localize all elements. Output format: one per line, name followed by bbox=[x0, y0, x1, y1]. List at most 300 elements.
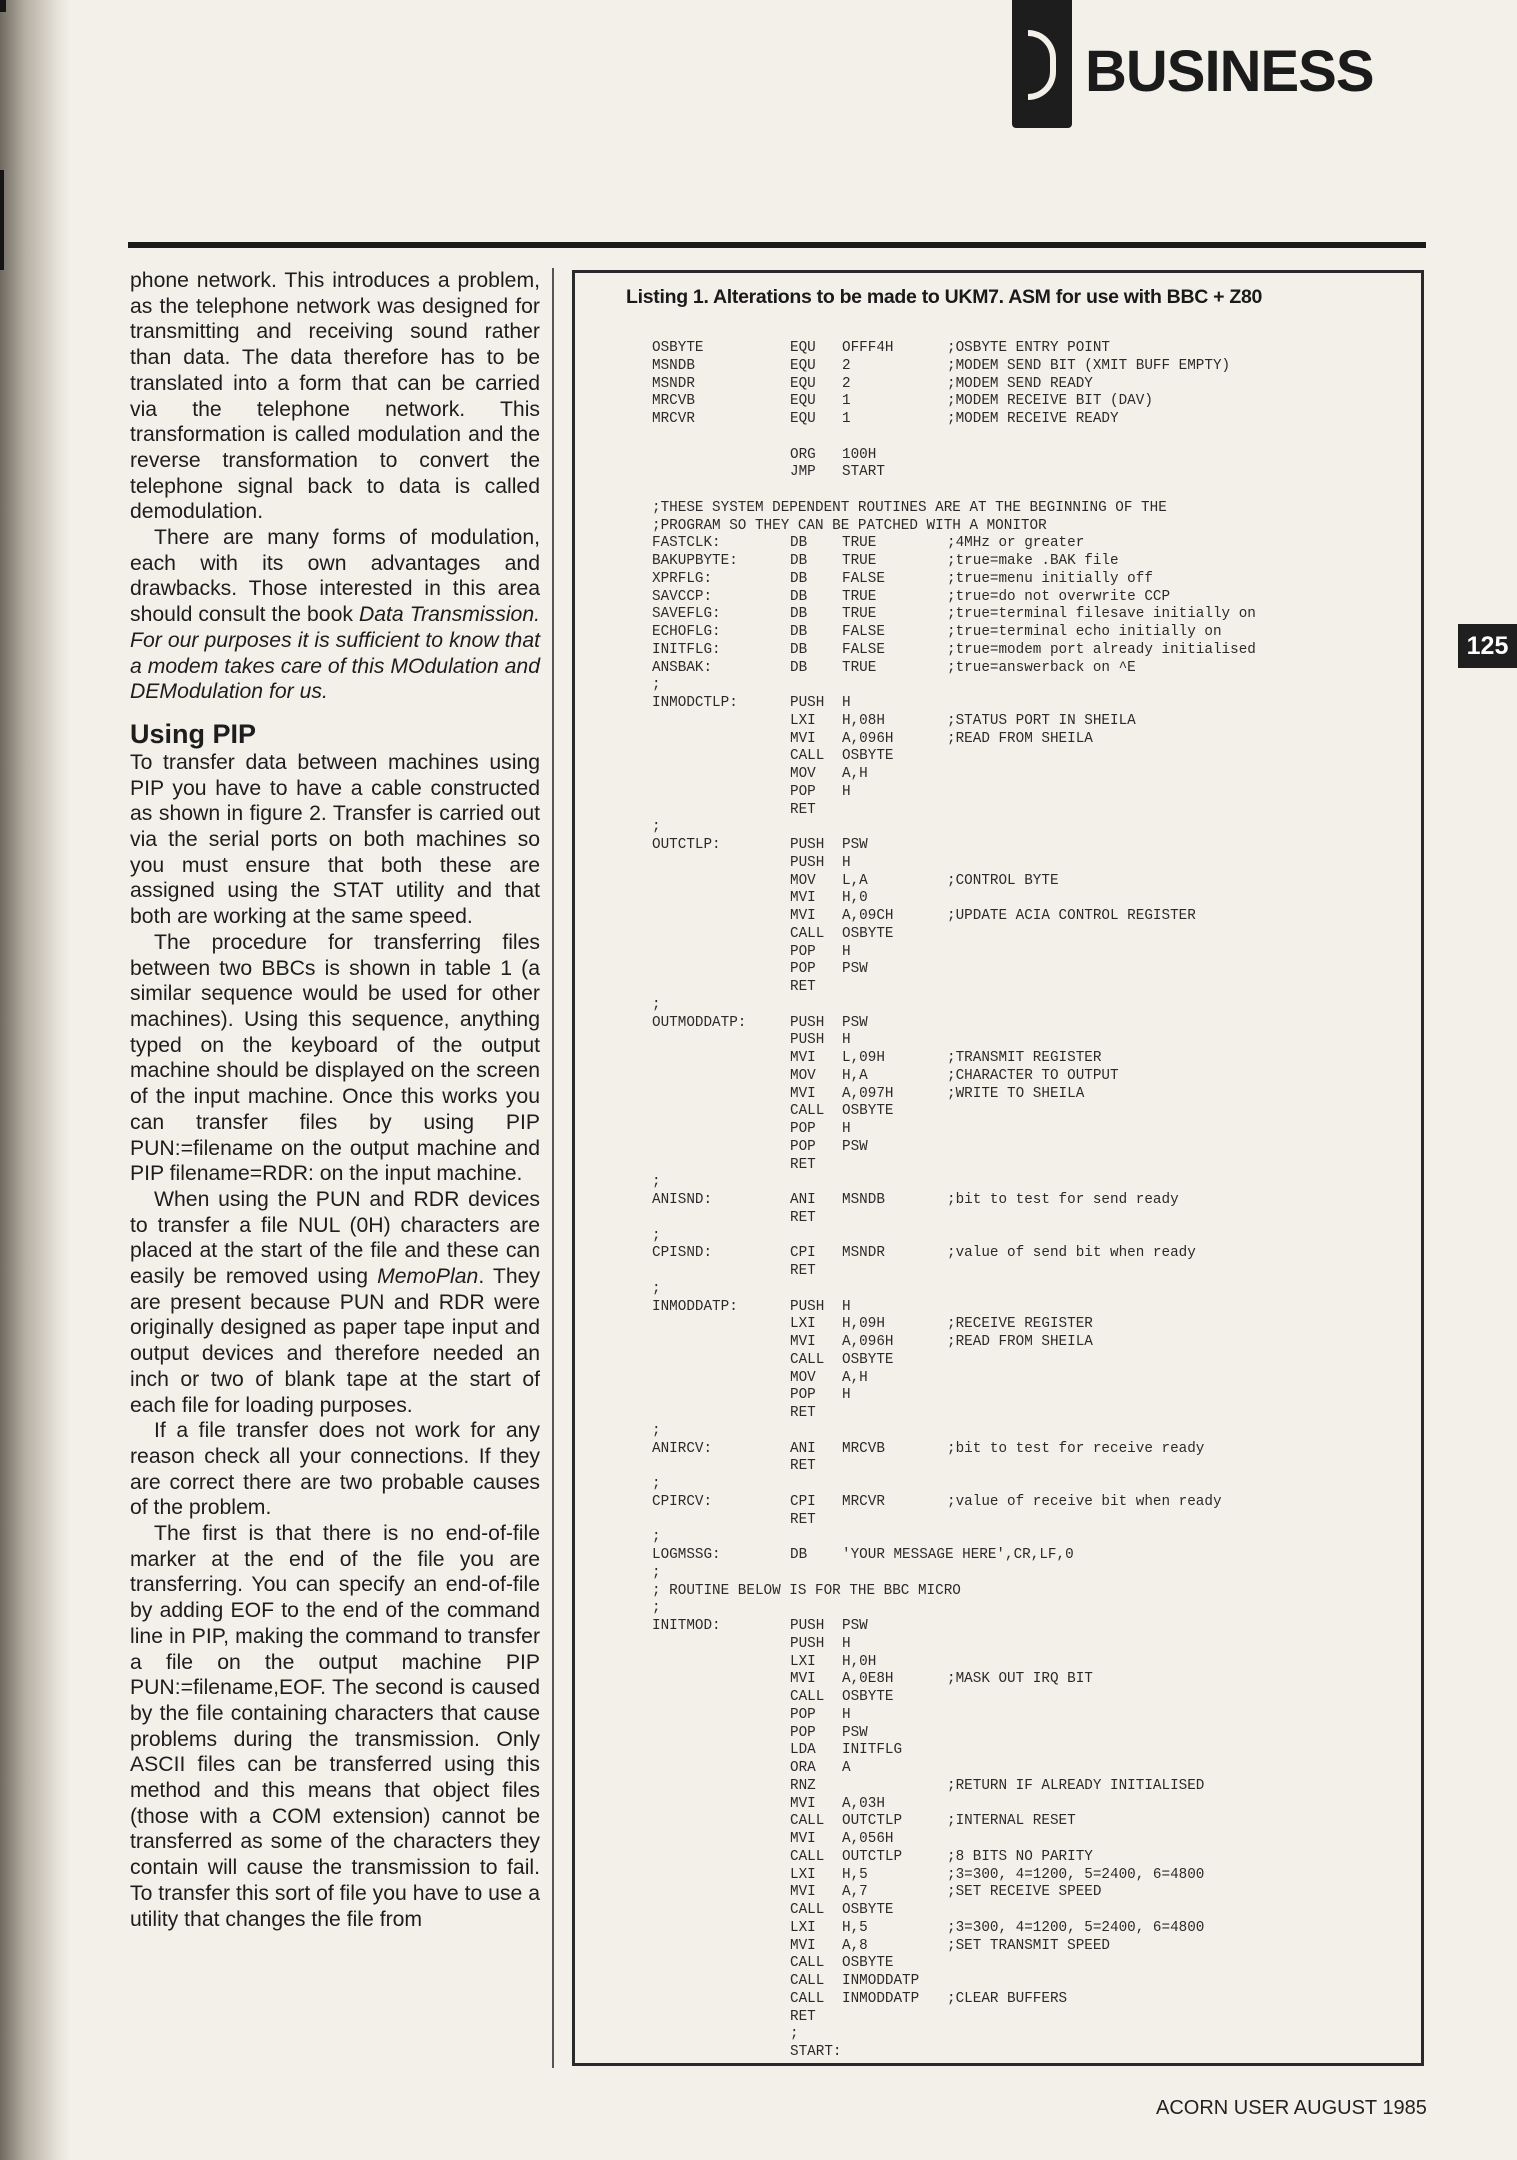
code-field: ;OSBYTE ENTRY POINT bbox=[947, 340, 1111, 356]
code-field: ; bbox=[652, 677, 661, 694]
code-field: ; bbox=[652, 819, 661, 836]
code-line bbox=[652, 1778, 1392, 1796]
code-line bbox=[652, 1157, 1392, 1175]
code-field: PSW bbox=[842, 1724, 868, 1741]
code-field: PUSH bbox=[790, 1014, 825, 1031]
code-field: ; bbox=[790, 2026, 799, 2043]
code-field: EQU bbox=[790, 375, 816, 392]
code-field: PSW bbox=[842, 1014, 868, 1031]
code-field: TRUE bbox=[842, 588, 877, 605]
code-field: H,5 bbox=[842, 1919, 868, 1936]
code-field: A,0E8H bbox=[842, 1671, 894, 1688]
code-field: MVI bbox=[790, 1884, 816, 1901]
code-field: ;RETURN IF ALREADY INITIALISED bbox=[947, 1777, 1205, 1794]
paragraph: To transfer data between machines using PIP you have to have a cable constructed as shown in figure 2. Transfer is carried out via the serial ports on both machines so you must ensure that both these are assigned using the STAT utility and that both are working at the same speed. bbox=[130, 750, 540, 929]
code-field: TRUE bbox=[842, 659, 877, 676]
code-field: PUSH bbox=[790, 1032, 825, 1049]
code-line bbox=[652, 1441, 1392, 1459]
code-field: ;READ FROM SHEILA bbox=[947, 1334, 1093, 1350]
code-line bbox=[652, 1050, 1392, 1068]
code-line bbox=[652, 819, 1392, 837]
code-field: EQU bbox=[790, 340, 816, 356]
footer: ACORN USER AUGUST 1985 bbox=[1156, 2097, 1427, 2119]
code-line bbox=[652, 660, 1392, 678]
code-line bbox=[652, 429, 1392, 447]
code-field: ; bbox=[652, 1600, 661, 1617]
code-field: PSW bbox=[842, 961, 868, 978]
code-field: H bbox=[842, 1387, 851, 1404]
code-field: H bbox=[842, 1032, 851, 1049]
code-field: CALL bbox=[790, 1813, 825, 1830]
paragraph: When using the PUN and RDR devices to transfer a file NUL (0H) characters are placed at the start of the file and these can easily be removed using MemoPlan. They are present because PUN and RDR were originally designed as paper tape input and output devices and therefore needed an inch or two of blank tape at the start of each file for loading purposes. bbox=[130, 1187, 541, 1417]
code-field: RET bbox=[790, 801, 816, 818]
code-field: START bbox=[842, 464, 885, 481]
code-field: ; bbox=[652, 1174, 661, 1191]
code-field: POP bbox=[790, 943, 816, 960]
code-line bbox=[652, 411, 1392, 429]
code-field: RET bbox=[790, 979, 816, 995]
code-field: TRUE bbox=[842, 535, 877, 552]
code-field: MVI bbox=[790, 890, 816, 907]
code-field: MOV bbox=[790, 872, 816, 889]
code-field: A,056H bbox=[842, 1831, 894, 1847]
code-line bbox=[652, 1938, 1392, 1956]
code-field: 2 bbox=[842, 375, 851, 392]
code-field: OSBYTE bbox=[842, 1689, 894, 1705]
code-line bbox=[652, 518, 1392, 536]
code-field: INMODDATP: bbox=[652, 1298, 738, 1315]
code-field: CALL bbox=[790, 1103, 825, 1120]
code-line bbox=[652, 589, 1392, 607]
code-line bbox=[652, 1991, 1392, 2009]
code-line bbox=[652, 1458, 1392, 1476]
code-field: 1 bbox=[842, 393, 851, 410]
code-field: OSBYTE bbox=[842, 748, 894, 765]
code-field: POP bbox=[790, 1138, 816, 1155]
code-field: H bbox=[842, 1298, 851, 1315]
code-field: PSW bbox=[842, 1138, 868, 1155]
code-field: CALL bbox=[790, 1351, 825, 1368]
code-field: OUTCTLP bbox=[842, 1813, 903, 1830]
code-field: MVI bbox=[790, 1937, 816, 1954]
code-line bbox=[652, 1352, 1392, 1370]
code-field: POP bbox=[790, 961, 816, 978]
code-line bbox=[652, 1103, 1392, 1121]
code-field: OFFF4H bbox=[842, 340, 894, 356]
code-line bbox=[652, 1849, 1392, 1867]
code-field: H bbox=[842, 783, 851, 800]
code-field: ;MASK OUT IRQ BIT bbox=[947, 1671, 1093, 1688]
code-field: MVI bbox=[790, 1795, 816, 1812]
code-field: 2 bbox=[842, 357, 851, 374]
code-field: DB bbox=[790, 535, 808, 552]
code-field: ; bbox=[652, 1227, 661, 1244]
code-field: RET bbox=[790, 1263, 816, 1279]
code-field: ;true=do not overwrite CCP bbox=[947, 588, 1171, 605]
code-field: OUTCTLP bbox=[842, 1848, 903, 1865]
top-rule bbox=[128, 242, 1426, 248]
code-field: MSNDB bbox=[652, 357, 695, 374]
code-line bbox=[652, 1583, 1392, 1601]
telephone-handset-icon bbox=[1012, 0, 1072, 128]
code-line bbox=[652, 1405, 1392, 1423]
code-field: A,8 bbox=[842, 1937, 868, 1954]
code-field: LXI bbox=[790, 712, 816, 729]
code-field: LXI bbox=[790, 1653, 816, 1670]
code-field: ; ROUTINE BELOW IS FOR THE BBC MICRO bbox=[652, 1582, 961, 1599]
code-field: ;STATUS PORT IN SHEILA bbox=[947, 712, 1136, 729]
code-field: PUSH bbox=[790, 1635, 825, 1652]
code-field: LXI bbox=[790, 1919, 816, 1936]
code-field: ;true=make .BAK file bbox=[947, 553, 1119, 569]
code-field: MVI bbox=[790, 1085, 816, 1102]
section-title: BUSINESS bbox=[1085, 39, 1374, 104]
code-line bbox=[652, 1725, 1392, 1743]
code-field: ;INTERNAL RESET bbox=[947, 1813, 1076, 1830]
code-field: 100H bbox=[842, 446, 877, 463]
code-line bbox=[652, 1920, 1392, 1938]
code-line bbox=[652, 961, 1392, 979]
code-line bbox=[652, 1671, 1392, 1689]
code-line bbox=[652, 1139, 1392, 1157]
code-field: A,7 bbox=[842, 1884, 868, 1901]
code-field: MVI bbox=[790, 730, 816, 747]
code-field: MOV bbox=[790, 1067, 816, 1084]
code-line bbox=[652, 1955, 1392, 1973]
code-line bbox=[652, 731, 1392, 749]
code-field: LDA bbox=[790, 1742, 816, 1759]
code-line bbox=[652, 713, 1392, 731]
code-line bbox=[652, 1867, 1392, 1885]
code-field: ;bit to test for receive ready bbox=[947, 1440, 1205, 1457]
code-field: CALL bbox=[790, 1902, 825, 1918]
book-spine bbox=[0, 0, 70, 2160]
code-line bbox=[652, 376, 1392, 394]
code-field: ;value of receive bit when ready bbox=[947, 1493, 1222, 1510]
code-field: DB bbox=[790, 641, 808, 658]
code-line bbox=[652, 1884, 1392, 1902]
code-line bbox=[652, 855, 1392, 873]
code-field: CALL bbox=[790, 925, 825, 942]
code-field: INITMOD: bbox=[652, 1618, 721, 1634]
book-title: Data bbox=[358, 603, 404, 627]
code-field: H bbox=[842, 1706, 851, 1723]
code-field: H bbox=[842, 1121, 851, 1137]
code-field: ;UPDATE ACIA CONTROL REGISTER bbox=[947, 908, 1196, 924]
code-field: ;3=300, 4=1200, 5=2400, 6=4800 bbox=[947, 1866, 1205, 1883]
code-field: POP bbox=[790, 1121, 816, 1137]
code-field: CALL bbox=[790, 1990, 825, 2007]
code-line bbox=[652, 784, 1392, 802]
code-listing bbox=[652, 340, 1392, 2062]
code-line bbox=[652, 1316, 1392, 1334]
code-field: ;THESE SYSTEM DEPENDENT ROUTINES ARE AT THE BEGINNING OF THE bbox=[652, 499, 1167, 516]
code-line bbox=[652, 748, 1392, 766]
code-field: A,H bbox=[842, 1369, 868, 1386]
code-field: CPISND: bbox=[652, 1245, 713, 1262]
code-field: ANI bbox=[790, 1192, 816, 1208]
code-field: ANI bbox=[790, 1440, 816, 1457]
code-field: ;MODEM RECEIVE BIT (DAV) bbox=[947, 393, 1153, 410]
code-field: A,03H bbox=[842, 1795, 885, 1812]
paragraph: There are many forms of modulation, each with its own advantages and drawbacks. Those interested in this area should consult the book Data Transmission. For our purposes it is sufficient to know that a modem takes care of this MOdulation and DEModulation for us. bbox=[130, 526, 541, 704]
code-field: H,0H bbox=[842, 1653, 877, 1670]
code-line bbox=[652, 1281, 1392, 1299]
code-field: JMP bbox=[790, 464, 816, 481]
code-field: A bbox=[842, 1760, 851, 1776]
code-line bbox=[652, 1476, 1392, 1494]
code-field: MSNDB bbox=[842, 1192, 885, 1208]
code-field: MRCVR bbox=[842, 1493, 885, 1510]
code-line bbox=[652, 1636, 1392, 1654]
code-field: OSBYTE bbox=[842, 925, 894, 942]
code-line bbox=[652, 393, 1392, 411]
code-field: H,0 bbox=[842, 890, 868, 907]
code-line bbox=[652, 624, 1392, 642]
code-line bbox=[652, 1370, 1392, 1388]
code-line bbox=[652, 1263, 1392, 1281]
code-line bbox=[652, 837, 1392, 855]
code-line bbox=[652, 1334, 1392, 1352]
code-field: OUTCTLP: bbox=[652, 837, 721, 853]
code-field: ;true=terminal filesave initially on bbox=[947, 606, 1256, 623]
code-line bbox=[652, 944, 1392, 962]
code-field: TRUE bbox=[842, 606, 877, 623]
code-field: ;true=answerback on ^E bbox=[947, 659, 1136, 676]
paragraph: The procedure for transferring files between two BBCs is shown in table 1 (a similar sequence would be used for other machines). Using this sequence, anything typed on the keyboard of the output machine should be displayed on the screen of the input machine. Once this works you can transfer files by using PIP PUN:=filename on the output machine and PIP filename=RDR: on the input machine. bbox=[130, 930, 540, 1186]
code-line bbox=[652, 1618, 1392, 1636]
code-line bbox=[652, 1973, 1392, 1991]
code-line bbox=[652, 1565, 1392, 1583]
code-field: A,096H bbox=[842, 1334, 894, 1350]
code-field: CALL bbox=[790, 748, 825, 765]
code-field: ANSBAK: bbox=[652, 659, 713, 676]
code-field: ECHOFLG: bbox=[652, 624, 721, 640]
code-field: POP bbox=[790, 783, 816, 800]
code-line bbox=[652, 464, 1392, 482]
code-field: ;true=menu initially off bbox=[947, 570, 1153, 587]
code-line bbox=[652, 1032, 1392, 1050]
code-field: RET bbox=[790, 1405, 816, 1421]
code-field: ;WRITE TO SHEILA bbox=[947, 1085, 1085, 1102]
code-field: OSBYTE bbox=[842, 1955, 894, 1972]
code-line bbox=[652, 1387, 1392, 1405]
code-field: ;CLEAR BUFFERS bbox=[947, 1990, 1068, 2007]
code-line bbox=[652, 2044, 1392, 2062]
code-field: A,09CH bbox=[842, 908, 894, 924]
code-line bbox=[652, 1547, 1392, 1565]
spine-mark-top bbox=[0, 0, 6, 12]
paragraph: phone network. This introduces a problem, as the telephone network was designed for transmitting and receiving sound rather than data. The data therefore has to be translated into a form that can be carried via the telephone network. This transformation is called modulation and the reverse transformation to convert the telephone signal back to data is called demodulation. bbox=[130, 269, 540, 524]
code-field: ;value of send bit when ready bbox=[947, 1245, 1196, 1262]
code-field: LXI bbox=[790, 1866, 816, 1883]
code-field: ; bbox=[652, 1529, 661, 1546]
code-line bbox=[652, 500, 1392, 518]
code-line bbox=[652, 1210, 1392, 1228]
code-field: LXI bbox=[790, 1316, 816, 1333]
code-field: A,097H bbox=[842, 1085, 894, 1102]
code-field: MSNDR bbox=[842, 1245, 885, 1262]
code-field: DB bbox=[790, 1547, 808, 1563]
code-field: DB bbox=[790, 606, 808, 623]
code-field: CPI bbox=[790, 1493, 816, 1510]
code-field: ;MODEM SEND READY bbox=[947, 375, 1093, 392]
code-field: EQU bbox=[790, 357, 816, 374]
code-line bbox=[652, 1689, 1392, 1707]
code-field: ;CHARACTER TO OUTPUT bbox=[947, 1067, 1119, 1084]
code-line bbox=[652, 802, 1392, 820]
code-field: EQU bbox=[790, 411, 816, 427]
code-field: SAVCCP: bbox=[652, 588, 713, 605]
code-field: START: bbox=[790, 2044, 842, 2060]
code-line bbox=[652, 1192, 1392, 1210]
code-field: ;SET RECEIVE SPEED bbox=[947, 1884, 1102, 1901]
article-body bbox=[130, 268, 540, 1932]
code-line bbox=[652, 1015, 1392, 1033]
code-line bbox=[652, 926, 1392, 944]
code-field: MVI bbox=[790, 1671, 816, 1688]
code-field: INMODCTLP: bbox=[652, 695, 738, 711]
code-field: H bbox=[842, 854, 851, 871]
code-field: H bbox=[842, 943, 851, 960]
code-line bbox=[652, 1174, 1392, 1192]
code-field: CALL bbox=[790, 1955, 825, 1972]
code-field: ;RECEIVE REGISTER bbox=[947, 1316, 1093, 1333]
code-line bbox=[652, 571, 1392, 589]
code-line bbox=[652, 553, 1392, 571]
code-line bbox=[652, 447, 1392, 465]
code-field: A,H bbox=[842, 766, 868, 782]
code-field: ; bbox=[652, 1422, 661, 1439]
code-field: CPI bbox=[790, 1245, 816, 1262]
code-line bbox=[652, 482, 1392, 500]
code-field: H bbox=[842, 1635, 851, 1652]
code-line bbox=[652, 1121, 1392, 1139]
code-field: ;3=300, 4=1200, 5=2400, 6=4800 bbox=[947, 1919, 1205, 1936]
code-field: TRUE bbox=[842, 553, 877, 569]
code-field: MVI bbox=[790, 908, 816, 924]
code-field: 'YOUR MESSAGE HERE',CR,LF,0 bbox=[842, 1547, 1074, 1563]
code-line bbox=[652, 1494, 1392, 1512]
code-field: FASTCLK: bbox=[652, 535, 721, 552]
code-line bbox=[652, 1902, 1392, 1920]
code-field: MVI bbox=[790, 1334, 816, 1350]
code-field: BAKUPBYTE: bbox=[652, 553, 738, 569]
code-line bbox=[652, 1760, 1392, 1778]
code-field: PUSH bbox=[790, 854, 825, 871]
code-line bbox=[652, 340, 1392, 358]
code-field: MOV bbox=[790, 766, 816, 782]
code-field: MSNDR bbox=[652, 375, 695, 392]
code-field: CPIRCV: bbox=[652, 1493, 713, 1510]
code-field: ; bbox=[652, 996, 661, 1013]
listing-title: Listing 1. Alterations to be made to UKM7. ASM for use with BBC + Z80 bbox=[626, 286, 1263, 308]
code-line bbox=[652, 606, 1392, 624]
code-line bbox=[652, 1529, 1392, 1547]
code-field: CALL bbox=[790, 1848, 825, 1865]
code-field: PUSH bbox=[790, 695, 825, 711]
code-line bbox=[652, 1423, 1392, 1441]
code-line bbox=[652, 908, 1392, 926]
code-field: POP bbox=[790, 1706, 816, 1723]
code-line bbox=[652, 677, 1392, 695]
code-field: L,A bbox=[842, 872, 868, 889]
code-field: ; bbox=[652, 1476, 661, 1492]
code-field: ;TRANSMIT REGISTER bbox=[947, 1050, 1102, 1066]
page-number-tab: 125 bbox=[1458, 624, 1517, 668]
code-field: XPRFLG: bbox=[652, 570, 713, 587]
code-field: MVI bbox=[790, 1831, 816, 1847]
code-line bbox=[652, 1245, 1392, 1263]
code-line bbox=[652, 2009, 1392, 2027]
code-field: H,A bbox=[842, 1067, 868, 1084]
code-field: EQU bbox=[790, 393, 816, 410]
code-field: OSBYTE bbox=[652, 340, 704, 356]
code-field: H,09H bbox=[842, 1316, 885, 1333]
code-field: ; bbox=[652, 1280, 661, 1297]
code-field: FALSE bbox=[842, 641, 885, 658]
code-field: ;CONTROL BYTE bbox=[947, 872, 1059, 889]
code-line bbox=[652, 1654, 1392, 1672]
code-field: RNZ bbox=[790, 1777, 816, 1794]
code-field: OUTMODDATP: bbox=[652, 1014, 747, 1031]
code-line bbox=[652, 1086, 1392, 1104]
code-field: DB bbox=[790, 659, 808, 676]
code-field: PSW bbox=[842, 837, 868, 853]
code-field: DB bbox=[790, 624, 808, 640]
code-field: ;PROGRAM SO THEY CAN BE PATCHED WITH A MONITOR bbox=[652, 517, 1047, 534]
code-field: OSBYTE bbox=[842, 1103, 894, 1120]
code-field: MOV bbox=[790, 1369, 816, 1386]
code-line bbox=[652, 1228, 1392, 1246]
code-field: PUSH bbox=[790, 1298, 825, 1315]
code-field: ;true=modem port already initialised bbox=[947, 641, 1256, 658]
code-field: ;MODEM RECEIVE READY bbox=[947, 411, 1119, 427]
code-field: ; bbox=[652, 1564, 661, 1581]
code-line bbox=[652, 358, 1392, 376]
code-field: ;READ FROM SHEILA bbox=[947, 730, 1093, 747]
code-field: RET bbox=[790, 2008, 816, 2025]
code-field: INMODDATP bbox=[842, 1973, 920, 1989]
paragraph: If a file transfer does not work for any reason check all your connections. If they are correct there are two probable causes of the problem. bbox=[130, 1419, 540, 1520]
code-line bbox=[652, 873, 1392, 891]
code-field: INITFLG: bbox=[652, 641, 721, 658]
code-line bbox=[652, 642, 1392, 660]
code-field: POP bbox=[790, 1387, 816, 1404]
code-field: MVI bbox=[790, 1050, 816, 1066]
code-line bbox=[652, 2026, 1392, 2044]
code-field: DB bbox=[790, 588, 808, 605]
code-field: CALL bbox=[790, 1689, 825, 1705]
code-field: SAVEFLG: bbox=[652, 606, 721, 623]
code-field: RET bbox=[790, 1156, 816, 1173]
code-field: ;SET TRANSMIT SPEED bbox=[947, 1937, 1111, 1954]
code-field: INITFLG bbox=[842, 1742, 903, 1759]
code-field: ;4MHz or greater bbox=[947, 535, 1085, 552]
code-line bbox=[652, 890, 1392, 908]
code-line bbox=[652, 1707, 1392, 1725]
code-field: MRCVB bbox=[652, 393, 695, 410]
code-field: INMODDATP bbox=[842, 1990, 920, 2007]
code-line bbox=[652, 1068, 1392, 1086]
code-field: H,08H bbox=[842, 712, 885, 729]
code-field: OSBYTE bbox=[842, 1902, 894, 1918]
code-field: RET bbox=[790, 1511, 816, 1528]
code-field: A,096H bbox=[842, 730, 894, 747]
code-field: ANISND: bbox=[652, 1192, 713, 1208]
program-name: MemoPlan bbox=[377, 1265, 479, 1289]
code-field: 1 bbox=[842, 411, 851, 427]
